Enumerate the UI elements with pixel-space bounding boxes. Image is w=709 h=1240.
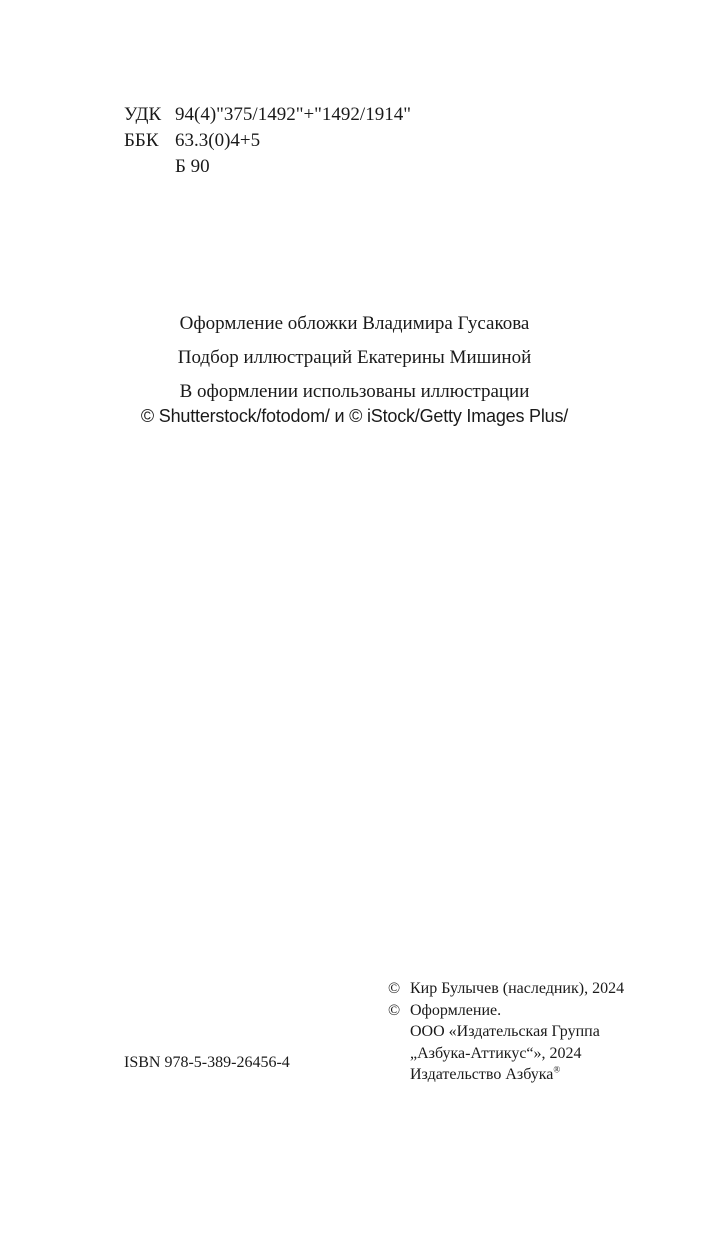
- copyright-publisher-line1: ООО «Издательская Группа: [410, 1023, 600, 1040]
- copyright-publisher-line2: „Азбука-Аттикус“», 2024: [410, 1044, 582, 1062]
- copyright-publisher-row-2: [388, 1043, 624, 1065]
- copyright-design-label: Оформление.: [410, 1001, 502, 1019]
- udk-row: [124, 102, 411, 128]
- author-mark-row: [124, 154, 411, 180]
- copyright-design-row: [388, 1000, 624, 1022]
- copyright-publisher-row-1: [388, 1021, 624, 1043]
- illustrations-selection-credit: Подбор иллюстраций Екатерины Мишиной: [177, 347, 532, 368]
- copyright-symbol: ©: [388, 980, 401, 997]
- udk-label: УДК: [124, 104, 162, 125]
- registered-mark: ®: [553, 1064, 561, 1075]
- credits-block: [0, 311, 709, 429]
- cover-design-credit: Оформление обложки Владимира Гусакова: [179, 313, 530, 334]
- copyright-imprint-row: [388, 1064, 624, 1086]
- copyright-symbol: ©: [388, 1001, 401, 1019]
- bbk-label: ББК: [124, 130, 159, 151]
- copyright-author: Кир Булычев (наследник), 2024: [410, 980, 625, 997]
- bbk-row: [124, 128, 411, 154]
- illustrations-used-note: В оформлении использованы иллюстрации: [179, 381, 530, 402]
- copyright-imprint: [410, 1064, 560, 1086]
- classification-block: [124, 102, 411, 180]
- udk-value: 94(4)"375/1492"+"1492/1914": [175, 104, 411, 125]
- copyright-author-row: [388, 978, 624, 1000]
- copyright-block: [388, 978, 624, 1086]
- illustrations-sources: © Shutterstock/fotodom/ и © iStock/Getty Images Plus/: [140, 406, 569, 426]
- publisher-imprint: Издательство Азбука: [410, 1066, 554, 1083]
- isbn: ISBN 978-5-389-26456-4: [124, 1054, 290, 1071]
- author-mark: Б 90: [175, 156, 210, 177]
- bbk-value: 63.3(0)4+5: [175, 130, 261, 151]
